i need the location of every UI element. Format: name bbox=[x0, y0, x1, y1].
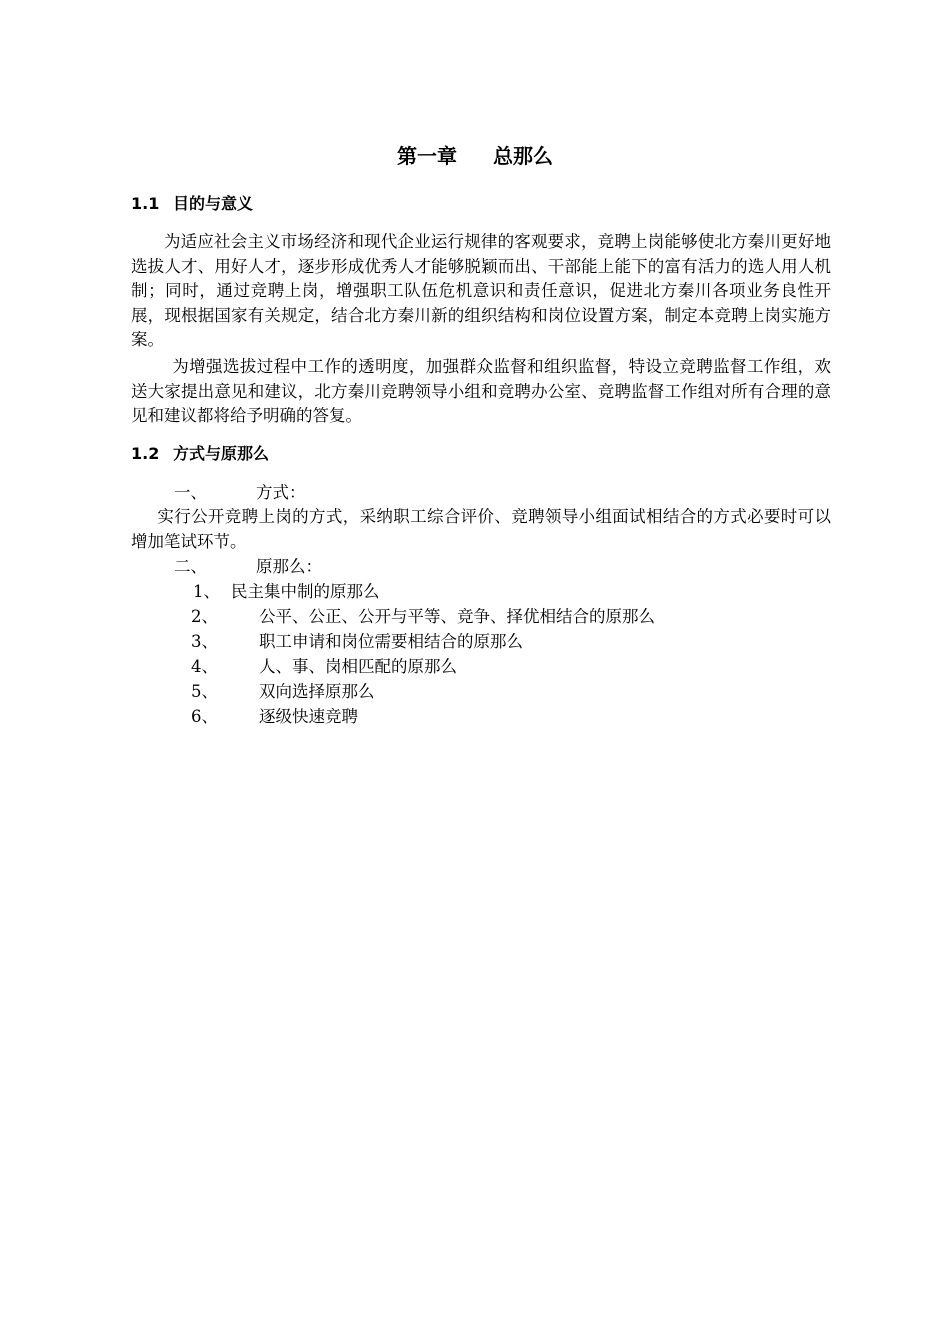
paragraph-purpose: 为适应社会主义市场经济和现代企业运行规律的客观要求，竞聘上岗能够使北方秦川更好地选拔人才、用好人才，逐步形成优秀人才能够脱颖而出、干部能上能下的富有活力的选人用人机制；同时，通过竞聘上岗，增强职工队伍危机意识和责任意识，促进北方秦川各项业务良性开展，现根据国家有关规定，结合北方秦川新的组织结构和岗位设置方案，制定本竞聘上岗实施方案。 bbox=[131, 232, 831, 350]
chapter-label: 第一章 bbox=[397, 144, 457, 168]
method-heading bbox=[174, 481, 306, 505]
principles-index: 二、 bbox=[174, 557, 207, 576]
section-number: 1.1 bbox=[131, 194, 160, 213]
principle-index: 1、 bbox=[193, 582, 220, 601]
principle-text: 民主集中制的原那么 bbox=[231, 582, 380, 601]
principle-item bbox=[193, 580, 380, 604]
principle-item bbox=[191, 605, 655, 629]
method-index: 一、 bbox=[174, 483, 207, 502]
principle-index: 2、 bbox=[191, 607, 218, 626]
paragraph-method: 实行公开竞聘上岗的方式，采纳职工综合评价、竞聘领导小组面试相结合的方式必要时可以增加笔试环节。 bbox=[131, 507, 831, 551]
section-heading-1-1 bbox=[131, 192, 253, 216]
principle-text: 职工申请和岗位需要相结合的原那么 bbox=[259, 632, 523, 651]
method-label: 方式： bbox=[256, 483, 306, 502]
principle-index: 4、 bbox=[191, 657, 218, 676]
principle-index: 6、 bbox=[191, 707, 218, 726]
principle-text: 双向选择原那么 bbox=[259, 682, 375, 701]
principle-index: 3、 bbox=[191, 632, 218, 651]
principle-text: 公平、公正、公开与平等、竞争、择优相结合的原那么 bbox=[259, 607, 655, 626]
chapter-title bbox=[0, 142, 950, 170]
principle-index: 5、 bbox=[191, 682, 218, 701]
principle-item bbox=[191, 655, 457, 679]
section-heading-1-2 bbox=[131, 442, 269, 466]
principle-item bbox=[191, 705, 358, 729]
chapter-name: 总那么 bbox=[493, 144, 553, 168]
principle-text: 逐级快速竞聘 bbox=[259, 707, 358, 726]
section-title: 方式与原那么 bbox=[173, 444, 270, 463]
section-number: 1.2 bbox=[131, 444, 160, 463]
principle-item bbox=[191, 630, 523, 654]
principles-heading bbox=[174, 555, 322, 579]
section-title: 目的与意义 bbox=[173, 194, 254, 213]
paragraph-supervision: 为增强选拔过程中工作的透明度，加强群众监督和组织监督，特设立竞聘监督工作组，欢送大家提出意见和建议，北方秦川竞聘领导小组和竞聘办公室、竞聘监督工作组对所有合理的意见和建议都将给予明确的答复。 bbox=[131, 357, 831, 426]
principle-item bbox=[191, 680, 375, 704]
principles-label: 原那么： bbox=[256, 557, 322, 576]
principle-text: 人、事、岗相匹配的原那么 bbox=[259, 657, 457, 676]
